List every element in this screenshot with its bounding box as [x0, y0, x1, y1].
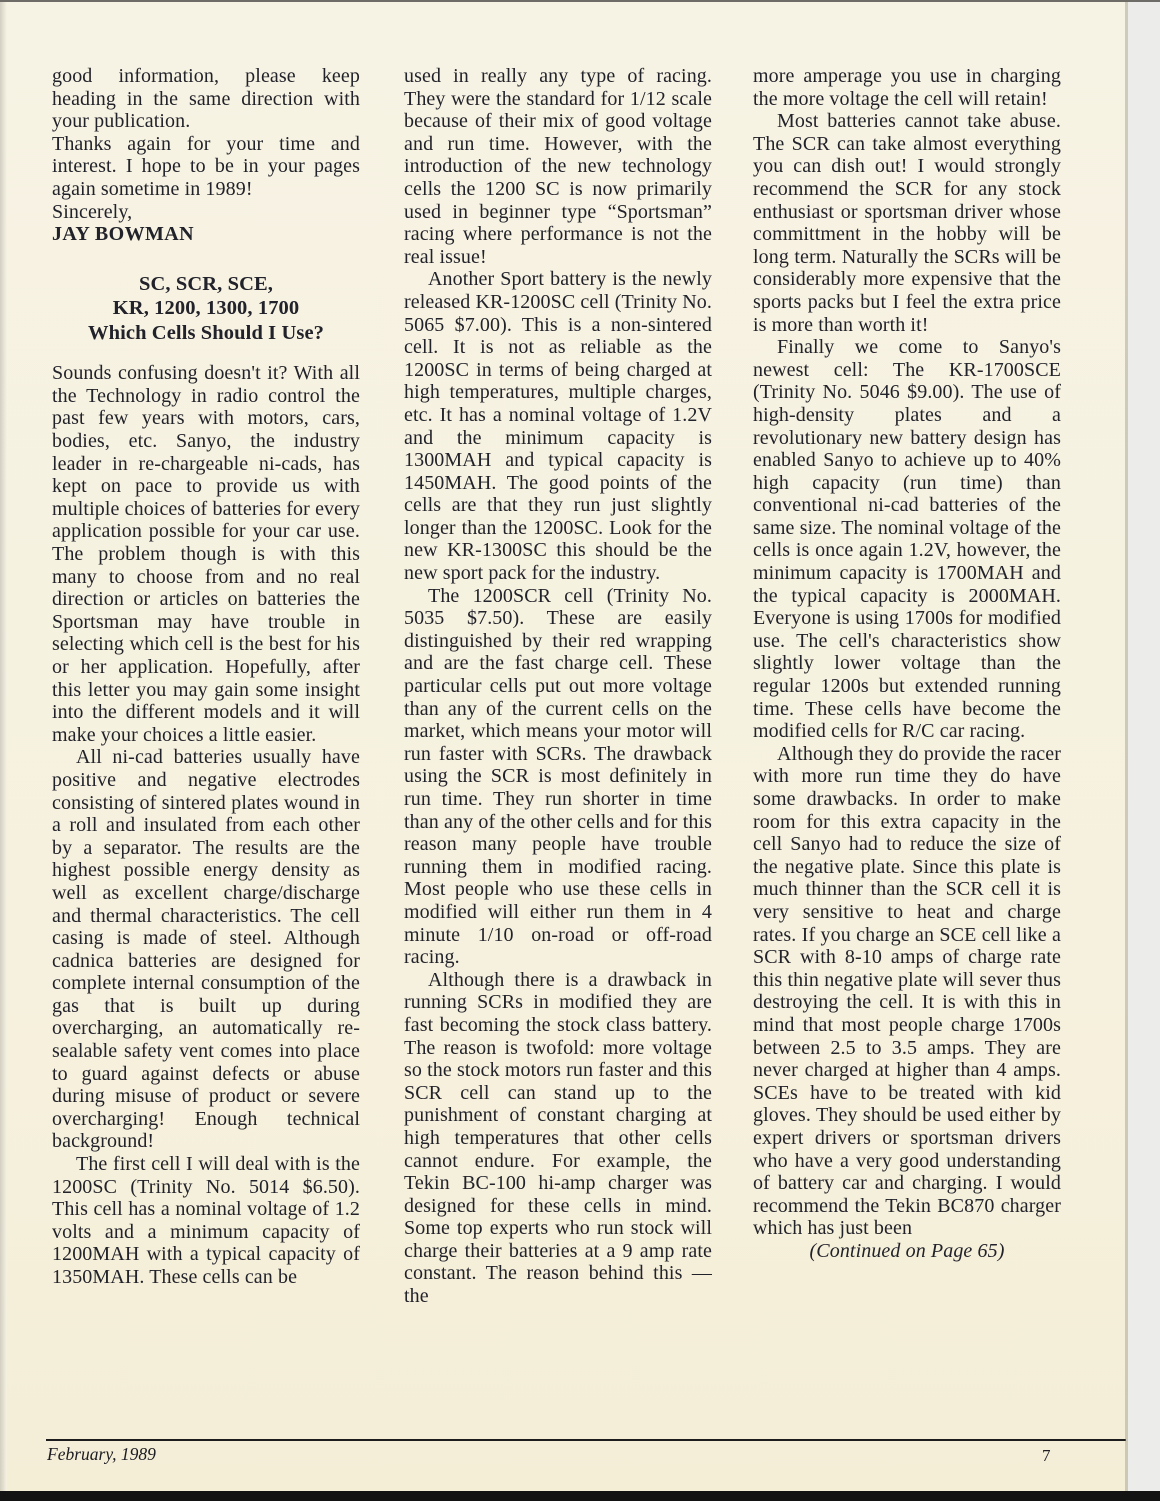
scan-top-edge — [0, 0, 1160, 2]
paragraph: Although they do provide the racer with more run time they do have some drawbacks. In order to make room for this extra capacity in the cell Sanyo had to reduce the size of the negative plate. Since this plate is much thinner than the SCR cell it is very sensitive to heat and charge rates. If you charge an SCE cell like a SCR with 8-10 amps of charge rate this thin negative plate will sever thus destroying the cell. It is with this in mind that most people charge 1700s between 2.5 to 3.5 amps. They are never charged at higher than 4 amps. SCEs have to be treated with kid gloves. They should be used either by expert drivers or sportsman drivers who have a very good understanding of battery car and charging. I would recommend the Tekin BC870 charger which has just been — [753, 742, 1061, 1240]
column-middle — [404, 65, 712, 1308]
page-number: 7 — [1042, 1446, 1051, 1465]
heading-line-3: Which Cells Should I Use? — [87, 321, 325, 344]
paragraph: Thanks again for your time and interest. I hope to be in your pages again sometime in 1989! — [52, 132, 360, 200]
paragraph: used in really any type of racing. They were the standard for 1/12 scale because of their mix of good voltage and run time. However, with the introduction of the new technology cells the 1200 SC is now primarily used in beginner type “Sportsman” racing where performance is not the real issue! — [404, 65, 712, 268]
letter-closing: Sincerely, — [52, 200, 133, 223]
footer-date: February, 1989 — [47, 1444, 156, 1464]
heading-line-2: KR, 1200, 1300, 1700 — [112, 297, 300, 320]
continued-notice: (Continued on Page 65) — [809, 1239, 1005, 1262]
paragraph: Sounds confusing doesn't it? With all the Technology in radio control the past few years with motors, cars, bodies, etc. Sanyo, the industry leader in re-chargeable ni-cads, has kept on pace to provide us with multiple choices of batteries for every application possible for your car use. The problem though is with this many to choose from and no real direction or articles on batteries the Sportsman may have trouble in selecting which cell is the best for his or her application. Hopefully, after this letter you may gain some insight into the different models and it will make your choices a little easier. — [52, 362, 360, 746]
paragraph: Most batteries cannot take abuse. The SCR can take almost everything you can dish out! I would strongly recommend the SCR for any stock enthusiast or sportsman driver whose committment in the hobby will be long term. Naturally the SCRs will be considerably more expensive that the sports packs but I feel the extra price is more than worth it! — [753, 110, 1061, 336]
heading-line-1: SC, SCR, SCE, — [138, 272, 274, 295]
paragraph: more amperage you use in charging the more voltage the cell will retain! — [753, 65, 1061, 110]
section-heading — [52, 272, 360, 346]
paragraph: Another Sport battery is the newly released KR-1200SC cell (Trinity No. 5065 $7.00). This is a non-sintered cell. It is not as reliable as the 1200SC in terms of being charged at high temperatures, multiple charges, etc. It has a nominal voltage of 1.2V and the minimum capacity is 1300MAH and typical capacity is 1450MAH. The good points of the cells are that they run just slightly longer than the 1200SC. Look for the new KR-1300SC this should be the new sport pack for the industry. — [404, 268, 712, 585]
paragraph: good information, please keep heading in the same direction with your publication. — [52, 65, 360, 133]
column-left — [52, 65, 360, 1289]
paragraph: The 1200SCR cell (Trinity No. 5035 $7.50). These are easily distinguished by their red wrapping and are the fast charge cell. These particular cells put out more voltage than any of the current cells on the market, which means your motor will run faster with SCRs. The drawback using the SCR is most definitely in run time. They run shorter in time than any of the other cells and for this reason many people have trouble running them in modified racing. Most people who use these cells in modified will either run them in 4 minute 1/10 on-road or off-road racing. — [404, 584, 712, 969]
footer-rule — [46, 1439, 1126, 1441]
page — [0, 2, 1128, 1491]
paragraph: All ni-cad batteries usually have positive and negative electrodes consisting of sintered plates wound in a roll and insulated from each other by a separator. The results are the highest possible energy density as well as excellent charge/discharge and thermal characteristics. The cell casing is made of steel. Although cadnica batteries are designed for complete internal consumption of the gas that is built up during overcharging, an automatically re-sealable safety vent comes into place to guard against defects or abuse during misuse of product or severe overcharging! Enough technical background! — [52, 746, 360, 1153]
letter-signature: JAY BOWMAN — [52, 223, 194, 246]
paragraph: Although there is a drawback in running SCRs in modified they are fast becoming the stock class battery. The reason is twofold: more voltage so the stock motors run faster and this SCR cell can stand up to the punishment of constant charging at high temperatures that other cells cannot endure. For example, the Tekin BC-100 hi-amp charger was designed for these cells in mind. Some top experts who run stock will charge their batteries at a 9 amp rate constant. The reason behind this — the — [404, 968, 712, 1308]
paragraph: Finally we come to Sanyo's newest cell: The KR-1700SCE (Trinity No. 5046 $9.00). The use of high-density plates and a revolutionary new battery design has enabled Sanyo to achieve up to 40% high capacity (run time) than conventional ni-cad batteries of the same size. The nominal voltage of the cells is once again 1.2V, however, the minimum capacity is 1700MAH and the typical capacity is 2000MAH. Everyone is using 1700s for modified use. The cell's characteristics show slightly lower voltage than the regular 1200s but extended running time. These cells have become the modified cells for R/C car racing. — [753, 336, 1061, 743]
paragraph: The first cell I will deal with is the 1200SC (Trinity No. 5014 $6.50). This cell has a nominal voltage of 1.2 volts and a minimum capacity of 1200MAH with a typical capacity of 1350MAH. These cells can be — [52, 1153, 360, 1288]
scan-bottom-strip — [0, 1491, 1160, 1501]
column-right — [753, 65, 1061, 1262]
